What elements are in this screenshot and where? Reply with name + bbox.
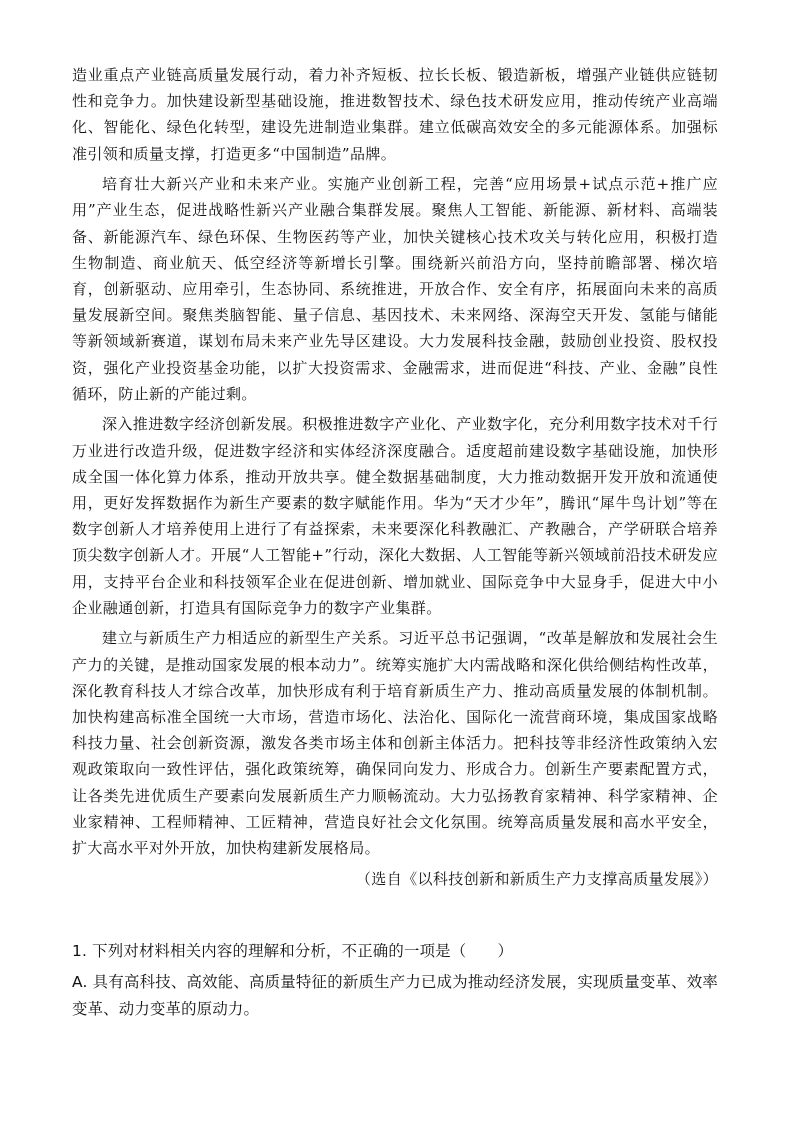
passage-paragraph-3: 深入推进数字经济创新发展。积极推进数字产业化、产业数字化，充分利用数字技术对千行万业进行改造升级，促进数字经济和实体经济深度融合。适度超前建设数字基础设施，加快形成全国一体化算力体系，推动开放共享。健全数据基础制度，大力推动数据开发开放和流通使用，更好发挥数据作为新生产要素的数字赋能作用。华为“天才少年”，腾讯“犀牛鸟计划”等在数字创新人才培养使用上进行了有益探索，未来要深化科教融汇、产教融合，产学研联合培养顶尖数字创新人才。开展“人工智能+”行动，深化大数据、人工智能等新兴领域前沿技术研发应用，支持平台企业和科技领军企业在促进创新、增加就业、国际竞争中大显身手，促进大中小企业融通创新，打造具有国际竞争力的数字产业集群。 — [72, 415, 719, 617]
question-1 — [72, 938, 718, 1023]
passage-paragraph-4: 建立与新质生产力相适应的新型生产关系。习近平总书记强调，“改革是解放和发展社会生产力的关键，是推动国家发展的根本动力”。统筹实施扩大内需战略和深化供给侧结构性改革，深化教育科技人才综合改革，加快形成有利于培育新质生产力、推动高质量发展的体制机制。加快构建高标准全国统一大市场，营造市场化、法治化、国际化一流营商环境，集成国家战略科技力量、社会创新资源，激发各类市场主体和创新主体活力。把科技等非经济性政策纳入宏观政策取向一致性评估，强化政策统筹，确保同向发力、形成合力。创新生产要素配置方式，让各类先进优质生产要素向发展新质生产力顺畅流动。大力弘扬教育家精神、科学家精神、企业家精神、工程师精神、工匠精神，营造良好社会文化氛围。统筹高质量发展和高水平安全，扩大高水平对外开放，加快构建新发展格局。 — [72, 629, 718, 858]
question-stem: 1. 下列对材料相关内容的理解和分析，不正确的一项是（ ） — [72, 942, 514, 960]
question-option-a: A. 具有高科技、高效能、高质量特征的新质生产力已成为推动经济发展，实现质量变革、效率变革、动力变革的原动力。 — [72, 973, 718, 1018]
passage-source: （选自《以科技创新和新质生产力支撑高质量发展》） — [355, 869, 718, 888]
passage-paragraph-2: 培育壮大新兴产业和未来产业。实施产业创新工程，完善“应用场景+试点示范+推广应用”产业生态，促进战略性新兴产业融合集群发展。聚焦人工智能、新能源、新材料、高端装备、新能源汽车、绿色环保、生物医药等产业，加快关键核心技术攻关与转化应用，积极打造生物制造、商业航天、低空经济等新增长引擎。围绕新兴前沿方向，坚持前瞻部署、梯次培育，创新驱动、应用牵引，生态协同、系统推进，开放合作、安全有序，拓展面向未来的高质量发展新空间。聚焦类脑智能、量子信息、基因技术、未来网络、深海空天开发、氢能与储能等新领域新赛道，谋划布局未来产业先导区建设。大力发展科技金融，鼓励创业投资、股权投资，强化产业投资基金功能，以扩大投资需求、金融需求，进而促进“科技、产业、金融”良性循环，防止新的产能过剩。 — [72, 175, 718, 403]
passage-body — [72, 62, 718, 896]
passage-paragraph-1: 造业重点产业链高质量发展行动，着力补齐短板、拉长长板、锻造新板，增强产业链供应链韧性和竞争力。加快建设新型基础设施，推进数智技术、绿色技术研发应用，推动传统产业高端化、智能化、绿色化转型，建设先进制造业集群。建立低碳高效安全的多元能源体系。加强标准引领和质量支撑，打造更多“中国制造”品牌。 — [72, 66, 718, 163]
